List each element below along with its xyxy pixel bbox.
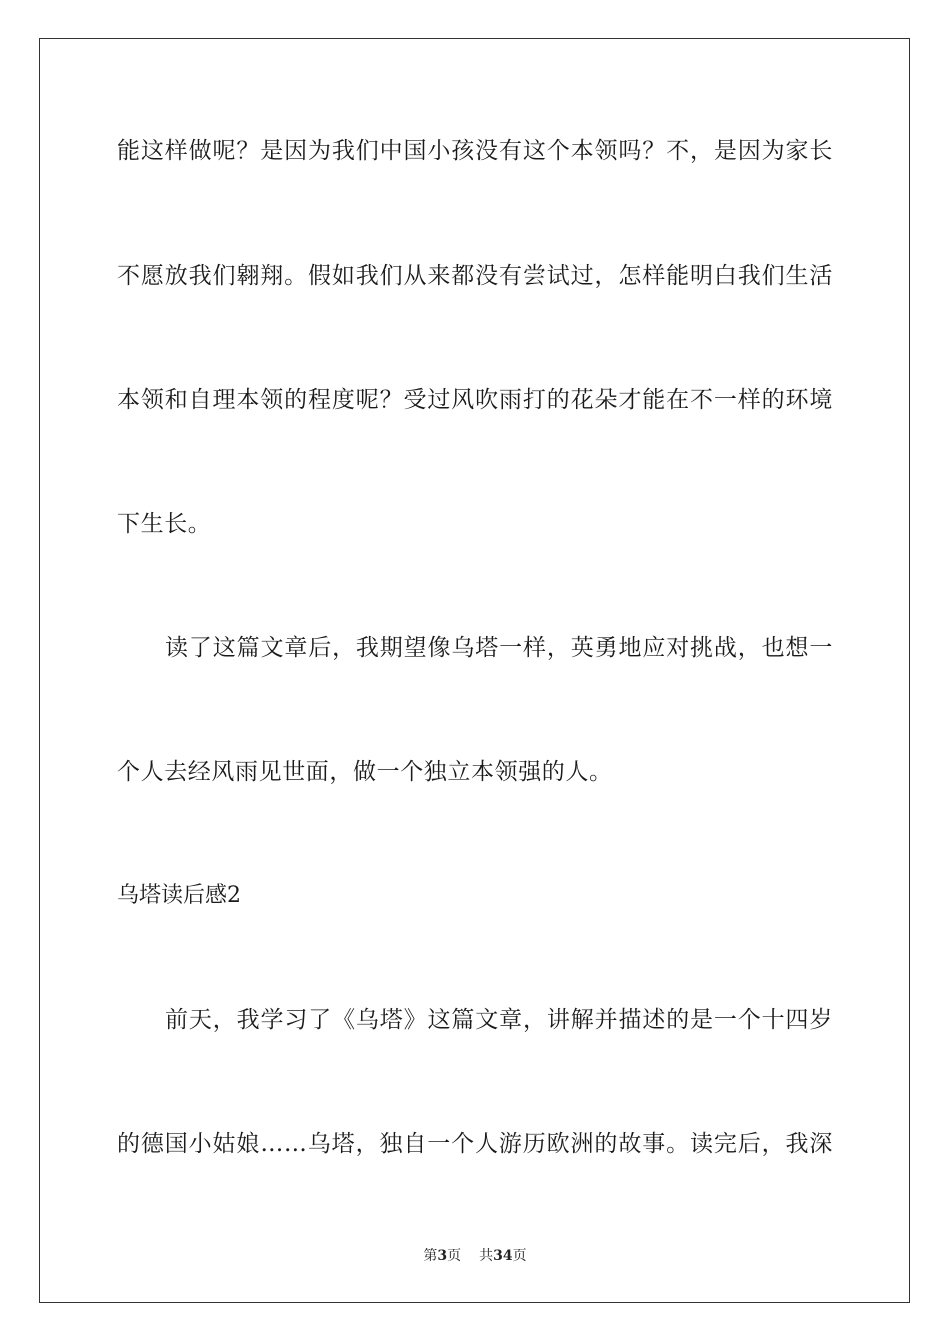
page-prefix: 第 [423, 1248, 438, 1264]
body-line: 个人去经风雨见世面，做一个独立本领强的人。 [117, 759, 613, 785]
body-line: 本领和自理本领的程度呢？受过风吹雨打的花朵才能在不一样的环境 [117, 387, 833, 413]
paragraph-first-line: 读了这篇文章后，我期望像乌塔一样，英勇地应对挑战，也想一 [165, 635, 833, 661]
body-line: 下生长。 [117, 511, 212, 537]
section-heading: 乌塔读后感2 [117, 883, 241, 908]
body-line: 不愿放我们翱翔。假如我们从来都没有尝试过，怎样能明白我们生活 [117, 263, 833, 289]
total-pages: 34 [493, 1248, 513, 1264]
body-line: 的德国小姑娘……乌塔，独自一个人游历欧洲的故事。读完后，我深 [117, 1131, 833, 1157]
page-border [39, 38, 910, 1303]
paragraph-first-line: 前天，我学习了《乌塔》这篇文章，讲解并描述的是一个十四岁 [165, 1007, 833, 1033]
page-number: 3 [437, 1248, 448, 1264]
total-suffix: 页 [512, 1248, 527, 1264]
page-suffix: 页 [447, 1248, 462, 1264]
body-line: 能这样做呢？是因为我们中国小孩没有这个本领吗？不，是因为家长 [117, 138, 833, 164]
page-footer [0, 1246, 950, 1266]
total-prefix: 共 [479, 1248, 494, 1264]
